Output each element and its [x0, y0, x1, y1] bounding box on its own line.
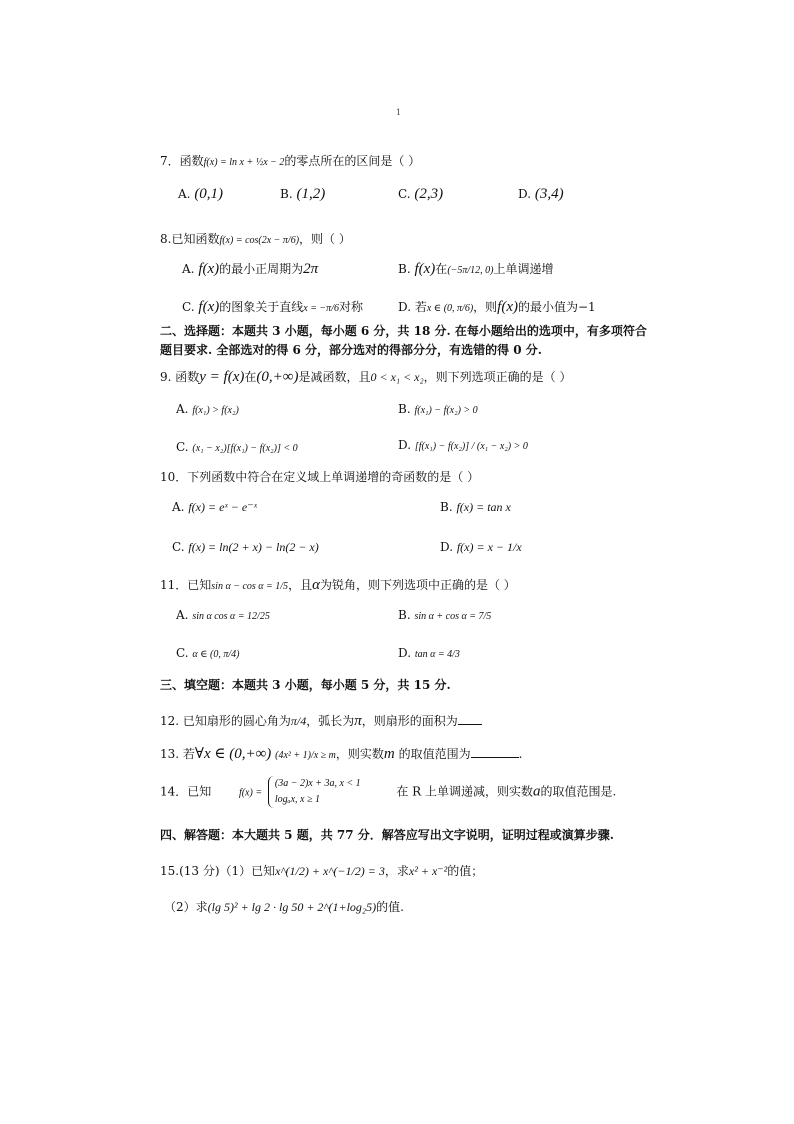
q10-option-d: D. f(x) = x − 1/x: [440, 540, 522, 554]
question-11-stem: 11．已知sin α − cos α = 1/5，且α为锐角，则下列选项中正确的是（ ）: [160, 577, 516, 593]
q8-option-c: C. f(x)的图象关于直线x = −π/6对称: [182, 299, 363, 315]
q9-option-a: A. f(x₁) > f(x₂): [176, 402, 239, 416]
question-9-stem: 9. 函数y = f(x)在(0,+∞)是减函数，且0 < x₁ < x₂，则下列选项正确的是（ ）: [160, 369, 572, 385]
q9-option-b: B. f(x₁) − f(x₂) > 0: [398, 402, 478, 416]
section-3-heading: 三、填空题：本题共 3 小题，每小题 5 分，共 15 分.: [160, 678, 451, 692]
q7-function: f(x) = ln x + ½x − 2: [203, 157, 285, 168]
q10-option-a: A. f(x) = eˣ − e⁻ˣ: [172, 500, 257, 514]
question-8-stem: 8.已知函数f(x) = cos(2x − π/6)，则（ ）: [160, 232, 351, 246]
q8-function: f(x) = cos(2x − π/6): [219, 235, 300, 246]
question-15-part1: 15.(13 分)（1）已知x^(1/2) + x^(−1/2) = 3，求x² + x⁻²的值；: [160, 864, 484, 878]
section-2-heading-line1: 二、选择题：本题共 3 小题，每小题 6 分，共 18 分. 在每小题给出的选项中，有多项符合: [160, 324, 647, 338]
q8-option-b: B. f(x)在(−5π/12, 0)上单调递增: [398, 261, 554, 277]
q7-stem-post: 的零点所在的区间是（ ）: [284, 154, 421, 168]
q8-option-d: D. 若x ∈ (0, π/6)，则f(x)的最小值为−1: [398, 299, 596, 315]
q9-option-d: D. [f(x₁) − f(x₂)] / (x₁ − x₂) > 0: [398, 438, 528, 452]
q11-option-d: D. tan α = 4/3: [398, 646, 460, 660]
q7-option-d: D. (3,4): [518, 186, 564, 202]
q8-option-a: A. f(x)的最小正周期为2π: [182, 261, 319, 277]
q9-option-c: C. (x₁ − x₂)[f(x₁) − f(x₂)] < 0: [176, 440, 298, 454]
page-number: 1: [396, 108, 402, 117]
q7-option-a: A. (0,1): [178, 186, 224, 202]
question-10-stem: 10．下列函数中符合在定义域上单调递增的奇函数的是（ ）: [160, 470, 480, 484]
q10-option-b: B. f(x) = tan x: [440, 500, 511, 514]
question-13-stem: 13. 若∀x ∈ (0,+∞) (4x² + 1)/x ≥ m，则实数m 的取值范围为 .: [160, 746, 523, 762]
q10-option-c: C. f(x) = ln(2 + x) − ln(2 − x): [172, 540, 319, 554]
q11-option-b: B. sin α + cos α = 7/5: [398, 608, 492, 622]
question-15-part2: （2）求(lg 5)² + lg 2 · lg 50 + 2^(1+log₂5)的值.: [164, 900, 404, 914]
q7-option-b: B. (1,2): [280, 186, 326, 202]
question-7-stem: [160, 152, 420, 169]
q12-answer-blank: [458, 712, 482, 725]
q7-stem-pre: 7．函数: [160, 154, 204, 168]
q13-answer-blank: [471, 745, 519, 758]
q7-option-c: C. (2,3): [398, 186, 444, 202]
q14-piecewise: (3a − 2)x + 3a, x < 1 logₐx, x ≥ 1: [268, 776, 361, 808]
section-2-heading-line2: 题目要求. 全部选对的得 6 分，部分选对的得部分分，有选错的得 0 分.: [160, 343, 542, 357]
question-14-stem: 14．已知 f(x) = (3a − 2)x + 3a, x < 1 logₐx, x ≥ 1 在 R 上单调递减，则实数a的取值范围是.: [160, 776, 616, 808]
question-12-stem: 12. 已知扇形的圆心角为π/4，弧长为π，则扇形的面积为: [160, 712, 482, 730]
section-4-heading: 四、解答题：本大题共 5 题，共 77 分．解答应写出文字说明，证明过程或演算步骤.: [160, 828, 614, 842]
q14-function: f(x) =: [238, 787, 263, 799]
q11-option-a: A. sin α cos α = 12/25: [176, 608, 270, 622]
q11-option-c: C. α ∈ (0, π/4): [176, 646, 240, 660]
